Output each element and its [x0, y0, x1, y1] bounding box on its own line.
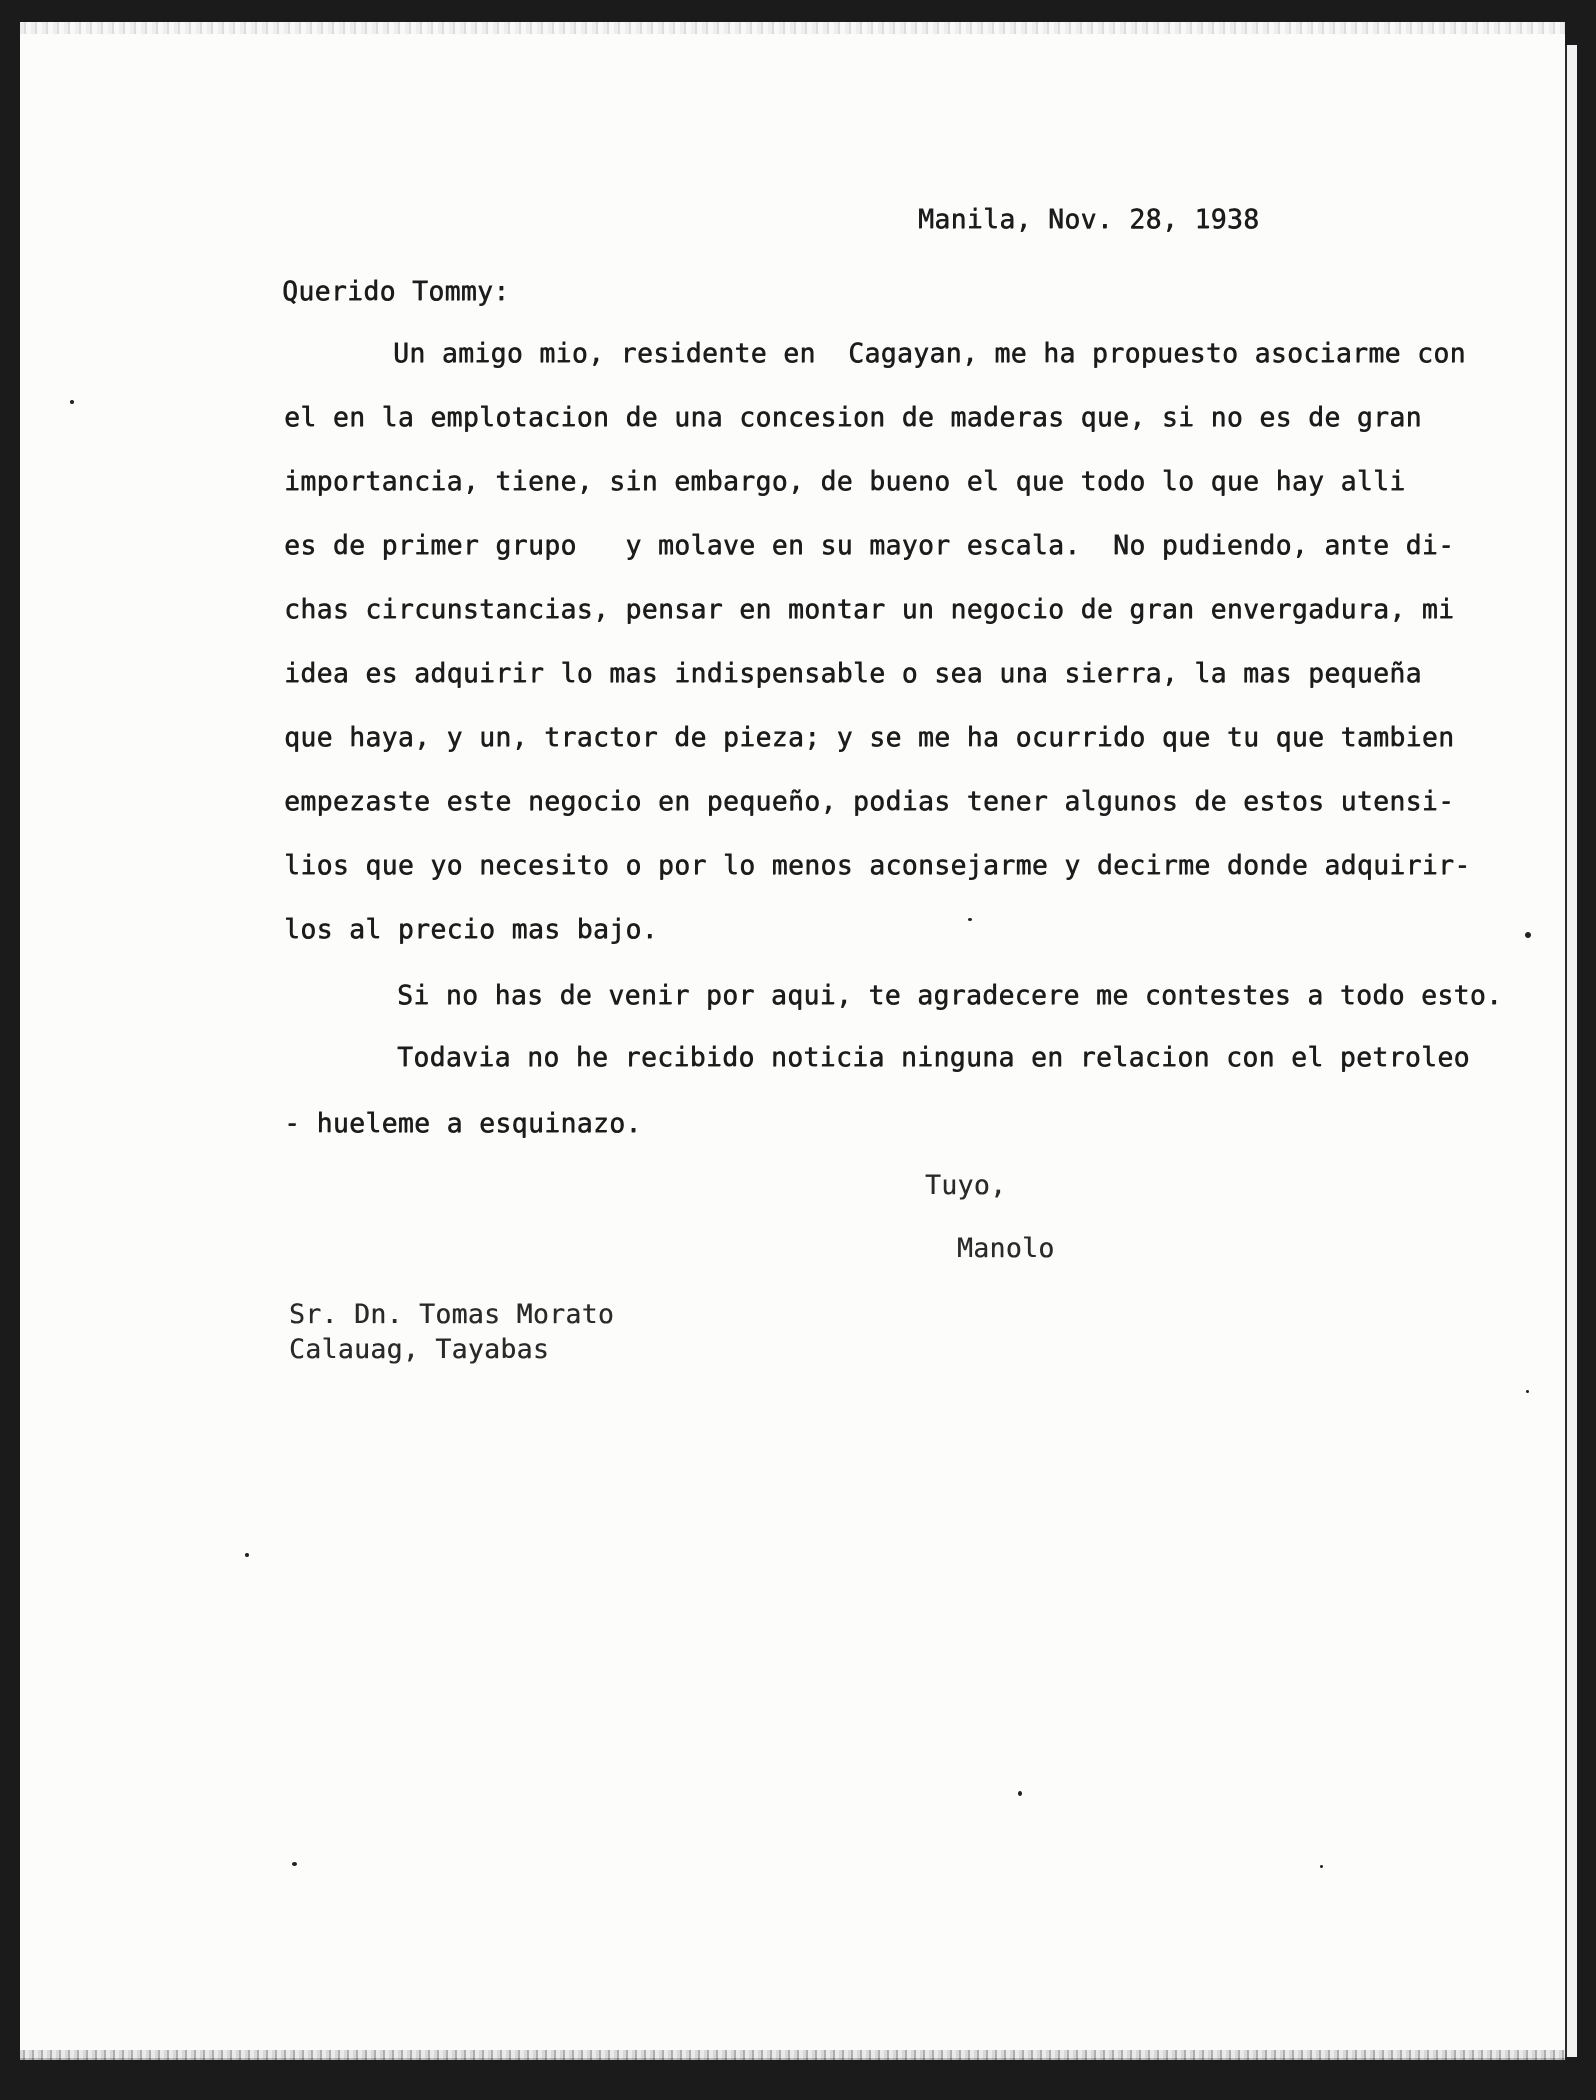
paper-bottom-edge [20, 2050, 1565, 2060]
scan-speck [1525, 932, 1531, 938]
scan-speck [1526, 1390, 1529, 1393]
body-line: Un amigo mio, residente en Cagayan, me ha propuesto asociarme con [393, 338, 1466, 369]
body-line: los al precio mas bajo. [284, 914, 658, 945]
body-line: Si no has de venir por aqui, te agradecere me contestes a todo esto. [397, 980, 1503, 1011]
letter-signature: Manolo [957, 1233, 1055, 1264]
body-line: el en la emplotacion de una concesion de maderas que, si no es de gran [284, 402, 1422, 433]
body-line: que haya, y un, tractor de pieza; y se me ha ocurrido que tu que tambien [284, 722, 1455, 753]
scan-speck [245, 1553, 249, 1557]
scan-speck [292, 1862, 297, 1866]
body-line: chas circunstancias, pensar en montar un negocio de gran envergadura, mi [284, 594, 1455, 625]
paper-top-edge [20, 22, 1565, 34]
body-line: empezaste este negocio en pequeño, podias tener algunos de estos utensi- [284, 786, 1455, 817]
paper-right-edge [1565, 45, 1577, 2057]
body-line: es de primer grupo y molave en su mayor escala. No pudiendo, ante di- [284, 530, 1455, 561]
body-line: idea es adquirir lo mas indispensable o sea una sierra, la mas pequeña [284, 658, 1422, 689]
letter-salutation: Querido Tommy: [282, 276, 510, 307]
body-line: - hueleme a esquinazo. [284, 1108, 642, 1139]
letter-date: Manila, Nov. 28, 1938 [918, 204, 1260, 235]
recipient-place: Calauag, Tayabas [289, 1334, 550, 1365]
letter-closing: Tuyo, [925, 1170, 1007, 1201]
body-line: lios que yo necesito o por lo menos aconsejarme y decirme donde adquirir- [284, 850, 1471, 881]
body-line: importancia, tiene, sin embargo, de bueno el que todo lo que hay alli [284, 466, 1406, 497]
body-line: Todavia no he recibido noticia ninguna en relacion con el petroleo [397, 1042, 1470, 1073]
scan-speck [968, 918, 972, 921]
scan-speck [1018, 1791, 1022, 1796]
scan-speck [70, 400, 74, 404]
scan-speck [1320, 1865, 1323, 1868]
paper-sheet [20, 22, 1565, 2058]
recipient-name: Sr. Dn. Tomas Morato [289, 1299, 615, 1330]
